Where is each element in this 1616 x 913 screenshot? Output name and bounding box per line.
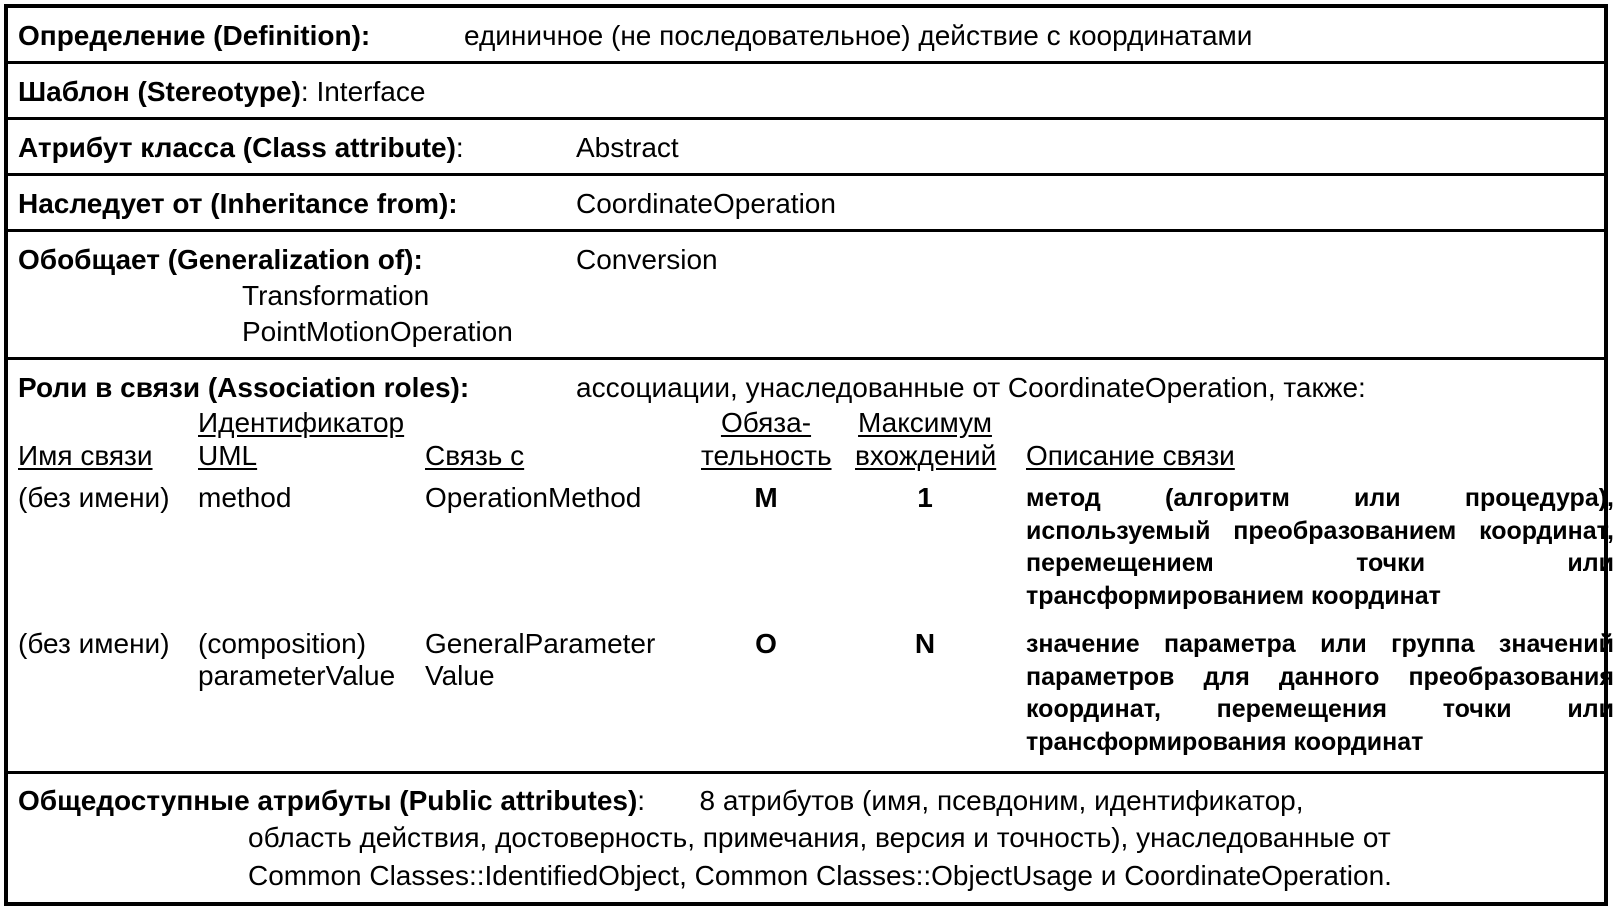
public-attributes-label: Общедоступные атрибуты (Public attributes): [18, 785, 638, 816]
public-attributes-text-1: 8 атрибутов (имя, псевдоним, идентификатор,: [699, 785, 1304, 816]
header-obligation-1: Обяза-: [720, 407, 812, 438]
association-section: [8, 360, 1614, 774]
row-uml: method: [198, 482, 292, 513]
stereotype-label: Шаблон (Stereotype): [18, 76, 301, 107]
public-attributes-text-2: область действия, достоверность, примечания, версия и точность), унаследованные от: [248, 822, 1391, 853]
definition-value: единичное (не последовательное) действие с координатами: [464, 20, 1253, 51]
header-uml-1: Идентификатор: [198, 407, 405, 438]
stereotype-section: [8, 64, 1604, 120]
row-name: (без имени): [18, 628, 170, 659]
public-attributes-line-1: [18, 782, 1608, 819]
definition-section: [8, 8, 1604, 64]
header-max-1: Максимум: [858, 407, 992, 438]
header-name: Имя связи: [18, 440, 153, 471]
association-label: Роли в связи (Association roles):: [18, 372, 470, 403]
definition-label: Определение (Definition):: [18, 20, 371, 51]
class-attribute-label: Атрибут класса (Class attribute): [18, 132, 456, 163]
generalization-value-1: Conversion: [576, 244, 718, 275]
row-uml-2: parameterValue: [198, 660, 396, 691]
generalization-value-2: Transformation: [242, 280, 430, 311]
stereotype-value: : Interface: [300, 76, 426, 107]
public-attributes-section: [8, 774, 1604, 906]
class-attribute-colon: :: [455, 132, 464, 163]
inheritance-label: Наследует от (Inheritance from):: [18, 188, 458, 219]
header-description: Описание связи: [1026, 440, 1235, 471]
row-obligation: O: [755, 628, 777, 659]
inheritance-section: [8, 176, 1604, 232]
header-uml-2: UML: [198, 440, 258, 471]
row-uml: (composition): [198, 628, 367, 659]
header-link: Связь с: [425, 440, 525, 471]
association-intro: ассоциации, унаследованные от CoordinateOperation, также:: [576, 372, 1366, 403]
public-attributes-text-3: Common Classes::IdentifiedObject, Common Classes::ObjectUsage и CoordinateOperation.: [248, 860, 1392, 891]
stereotype-line: [18, 78, 425, 106]
public-attributes-colon: :: [637, 785, 646, 816]
row-name: (без имени): [18, 482, 170, 513]
generalization-value-3: PointMotionOperation: [242, 316, 513, 347]
row-max: N: [914, 628, 936, 659]
header-max-2: вхождений: [855, 440, 997, 471]
class-attribute-section: [8, 120, 1604, 176]
class-definition-table: [4, 4, 1614, 906]
class-attribute-line: [18, 134, 464, 162]
row-link: OperationMethod: [425, 482, 642, 513]
header-obligation-2: тельность: [701, 440, 832, 471]
row-link-2: Value: [425, 660, 495, 691]
row-max: 1: [917, 482, 933, 513]
class-attribute-value: Abstract: [576, 132, 679, 163]
inheritance-value: CoordinateOperation: [576, 188, 836, 219]
generalization-section: [8, 232, 1604, 360]
row-link: GeneralParameter: [425, 628, 656, 659]
row-description: метод (алгоритм или процедура), используемый преобразованием координат, перемещением точки или трансформированием координат: [1026, 484, 1614, 610]
generalization-label: Обобщает (Generalization of):: [18, 244, 423, 275]
row-description: значение параметра или группа значений параметров для данного преобразования координат, перемещения точки или трансформирования координат: [1026, 630, 1614, 756]
row-obligation: M: [754, 482, 778, 513]
